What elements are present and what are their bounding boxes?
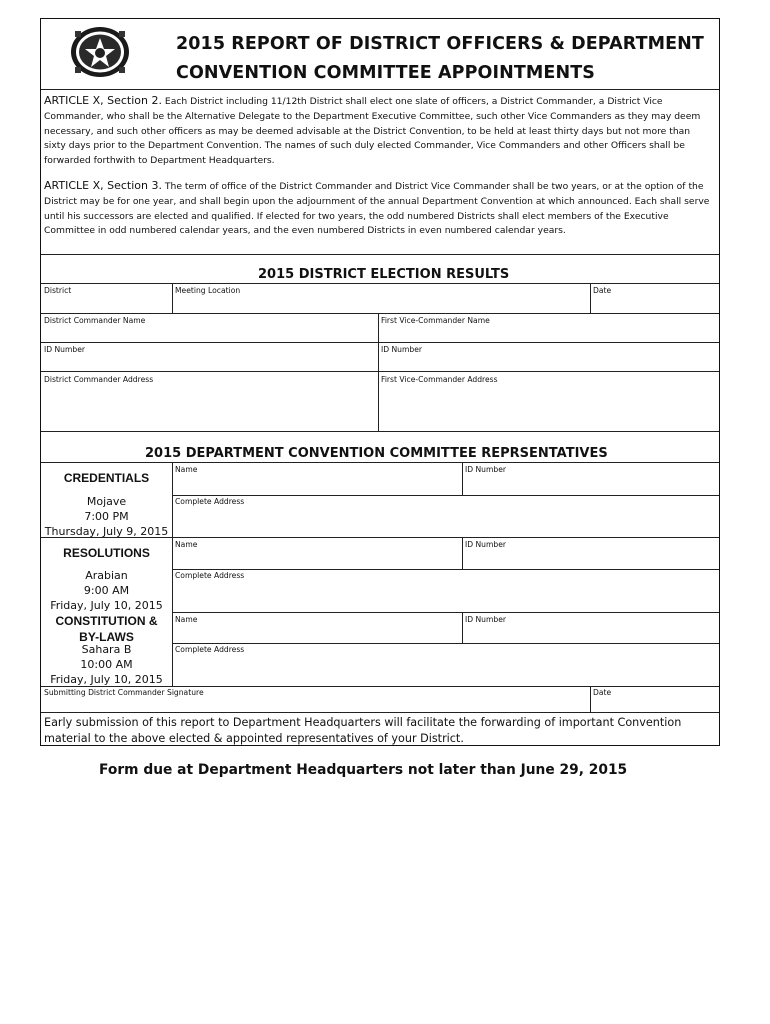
resolutions-time: 9:00 AM bbox=[83, 584, 130, 597]
constitution-committee-name-line2: BY-LAWS bbox=[79, 630, 134, 644]
credentials-day: Thursday, July 9, 2015 bbox=[44, 525, 169, 538]
article-section-3 bbox=[44, 179, 712, 239]
form-due-notice: Form due at Department Headquarters not later than June 29, 2015 bbox=[99, 762, 628, 778]
credentials-name-label: Name bbox=[175, 465, 198, 474]
resolutions-id-label: ID Number bbox=[465, 540, 507, 549]
constitution-address-label: Complete Address bbox=[175, 645, 245, 654]
first-vice-name-label: First Vice-Commander Name bbox=[381, 316, 490, 325]
early-submission-notice: Early submission of this report to Department Headquarters will facilitate the forwarding of important Convention material to the above elected & appointed representatives of your District. bbox=[44, 716, 682, 745]
constitution-committee-name-line1: CONSTITUTION & bbox=[55, 614, 158, 628]
credentials-time: 7:00 PM bbox=[84, 510, 129, 523]
commander-id-label: ID Number bbox=[44, 345, 86, 354]
credentials-id-label: ID Number bbox=[465, 465, 507, 474]
first-vice-id-label: ID Number bbox=[381, 345, 423, 354]
commander-name-label: District Commander Name bbox=[44, 316, 146, 325]
credentials-room: Mojave bbox=[86, 495, 127, 508]
commander-address-label: District Commander Address bbox=[44, 375, 154, 384]
article-3-text: The term of office of the District Commander and District Vice Commander shall be two years, or at the option of the District may be for one year, and shall begin upon the adjournment of the annual Department Convention at which announced. Each shall serve until his successors are elected and qualified. If elected for two years, the odd numbered Districts shall elect members of the Executive Committee in odd numbered calendar years, and the even numbered Districts in even numbered calendar years. bbox=[44, 181, 710, 237]
article-section-2 bbox=[44, 94, 712, 169]
article-2-label: ARTICLE X, Section 2. bbox=[44, 94, 162, 107]
form-title-line1: 2015 REPORT OF DISTRICT OFFICERS & DEPARTMENT bbox=[176, 34, 704, 54]
credentials-committee-name: CREDENTIALS bbox=[63, 471, 150, 485]
district-label: District bbox=[44, 286, 72, 295]
resolutions-day: Friday, July 10, 2015 bbox=[50, 599, 163, 612]
credentials-address-label: Complete Address bbox=[175, 497, 245, 506]
signature-date-label: Date bbox=[593, 688, 612, 697]
meeting-location-label: Meeting Location bbox=[175, 286, 241, 295]
constitution-day: Friday, July 10, 2015 bbox=[50, 673, 163, 686]
first-vice-address-label: First Vice-Commander Address bbox=[381, 375, 498, 384]
signature-label: Submitting District Commander Signature bbox=[44, 688, 204, 697]
resolutions-name-label: Name bbox=[175, 540, 198, 549]
report-form bbox=[40, 18, 720, 746]
form-title-line2: CONVENTION COMMITTEE APPOINTMENTS bbox=[176, 63, 595, 83]
constitution-name-label: Name bbox=[175, 615, 198, 624]
resolutions-address-label: Complete Address bbox=[175, 571, 245, 580]
constitution-id-label: ID Number bbox=[465, 615, 507, 624]
resolutions-committee-name: RESOLUTIONS bbox=[63, 546, 150, 560]
emblem-icon bbox=[69, 25, 131, 79]
article-3-label: ARTICLE X, Section 3. bbox=[44, 179, 162, 192]
election-results-heading: 2015 DISTRICT ELECTION RESULTS bbox=[258, 267, 510, 282]
article-2-text: Each District including 11/12th District shall elect one slate of officers, a District Commander, a District Vice Commander, who shall be the Alternative Delegate to the Department Executive Committee, such other Vice Commanders as they may deem necessary, and such other officers as may be deemed advisable at the District Convention, to be held at least thirty days but not more than sixty days prior to the Department Convention. The names of such duly elected Commander, Vice Commanders and other Officers shall be forwarded forthwith to Department Headquarters. bbox=[44, 96, 701, 167]
constitution-room: Sahara B bbox=[81, 643, 132, 656]
election-date-label: Date bbox=[593, 286, 612, 295]
resolutions-room: Arabian bbox=[85, 569, 128, 582]
constitution-time: 10:00 AM bbox=[80, 658, 133, 671]
committee-heading: 2015 DEPARTMENT CONVENTION COMMITTEE REPRSENTATIVES bbox=[145, 446, 608, 461]
